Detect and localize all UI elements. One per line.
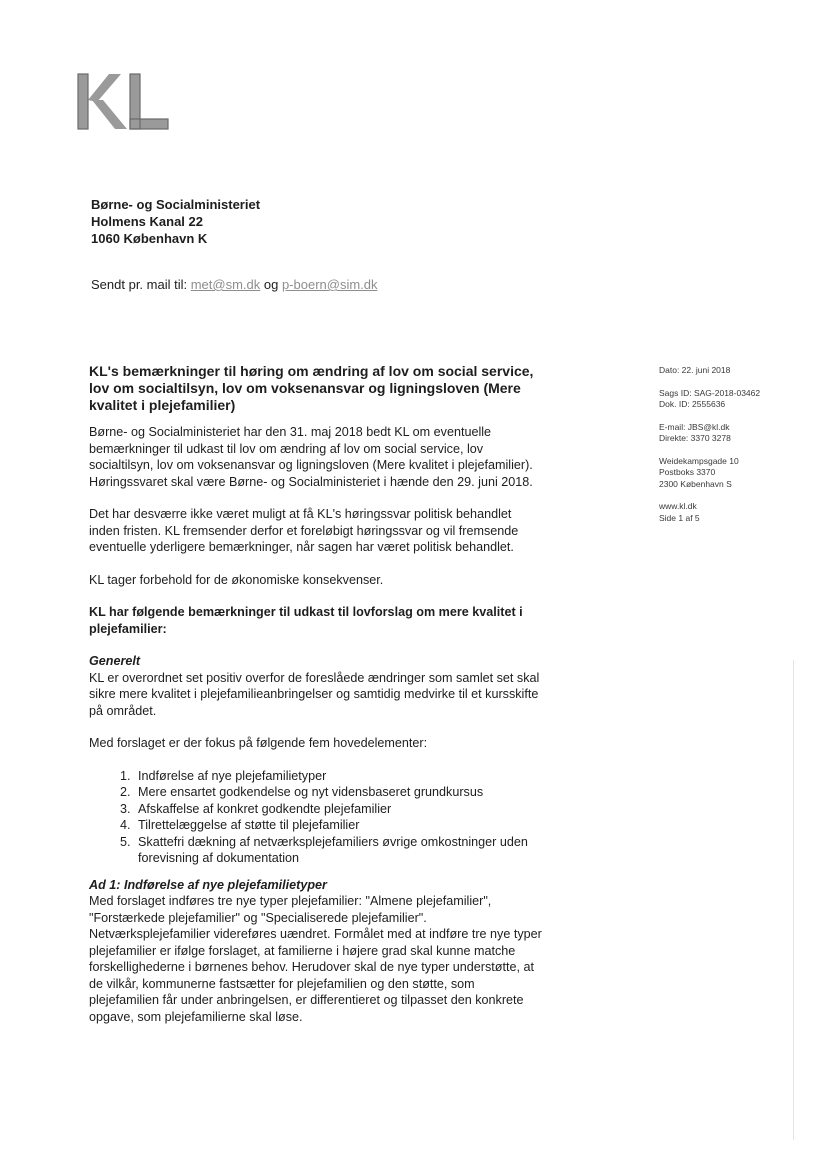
scan-margin-line xyxy=(793,660,794,1140)
email-link-1[interactable]: met@sm.dk xyxy=(190,277,261,292)
sidebar-info xyxy=(659,365,760,535)
street-text: Weidekampsgade 10 xyxy=(659,455,739,466)
postbox-text: Postboks 3370 xyxy=(659,467,716,477)
section-heading-generelt: Generelt xyxy=(89,654,141,668)
phone-text: Direkte: 3370 3278 xyxy=(659,433,731,443)
sent-and: og xyxy=(260,277,282,292)
recipient-address xyxy=(91,196,260,247)
email-link-2[interactable]: p-boern@sim.dk xyxy=(281,277,378,292)
page-number: Side 1 af 5 xyxy=(659,512,700,523)
letter-title: KL's bemærkninger til høring om ændring af lov om social service, lov om socialtilsyn, lov om voksenansvar og ligningsloven (Mere kvalitet i plejefamilier) xyxy=(89,363,534,413)
dok-id-text: Dok. ID: 2555636 xyxy=(659,399,726,409)
sent-line xyxy=(91,276,378,293)
section-heading-ad1: Ad 1: Indførelse af nye plejefamilietyper xyxy=(89,877,327,892)
list-item: 5. Skattefri dækning af netværksplejefamiliers øvrige omkostninger uden forevisning af dokumentation xyxy=(134,834,544,867)
list-item: 1. Indførelse af nye plejefamilietyper xyxy=(134,768,544,785)
recipient-line: Børne- og Socialministeriet xyxy=(91,197,261,212)
letter-body xyxy=(89,363,544,1041)
paragraph-remarks-heading: KL har følgende bemærkninger til udkast til lovforslag om mere kvalitet i plejefamilier: xyxy=(89,605,523,636)
kl-logo xyxy=(75,70,171,137)
city-text: 2300 København S xyxy=(659,478,732,489)
main-elements-list xyxy=(89,768,544,867)
list-item: 4. Tilrettelæggelse af støtte til plejefamilier xyxy=(134,817,544,834)
paragraph-generelt: KL er overordnet set positiv overfor de foreslåede ændringer som samlet set skal sikre mere kvalitet i plejefamilieanbringelser og samtidig medvirke til et kursskifte på området. xyxy=(89,670,540,718)
list-item: 2. Mere ensartet godkendelse og nyt vidensbaseret grundkursus xyxy=(134,784,544,801)
paragraph-ad1: Med forslaget indføres tre nye typer plejefamilier: "Almene plejefamilier", "Forstærkede plejefamilier" og "Specialiserede plejefamilier". Netværksplejefamilier videreføres uændret. Formålet med at indføre tre nye typer plejefamilier er ifølge forslaget, at familierne i højere grad skal kunne matche forskellighederne i børnenes behov. Herudover skal de nye typer understøtte, at de vilkår, kommunerne fastsætter for plejefamilien og den støtte, som plejefamilien får under anbringelsen, er differentieret og tilpasset den konkrete opgave, som plejefamilierne skal løse. xyxy=(89,894,542,1024)
paragraph-focus: Med forslaget er der fokus på følgende fem hovedelementer: xyxy=(89,736,428,750)
recipient-line: 1060 København K xyxy=(91,231,208,246)
date-text: Dato: 22. juni 2018 xyxy=(659,365,731,375)
website-text: www.kl.dk xyxy=(659,501,697,511)
paragraph-reservation: KL tager forbehold for de økonomiske konsekvenser. xyxy=(89,572,384,587)
email-text: E-mail: JBS@kl.dk xyxy=(659,421,730,432)
paragraph-delay: Det har desværre ikke været muligt at få KL's høringssvar politisk behandlet inden fristen. KL fremsender derfor et foreløbigt høringssvar og vil fremsende eventuelle yderligere bemærkninger, når sagen har været politisk behandlet. xyxy=(89,507,519,554)
list-item: 3. Afskaffelse af konkret godkendte plejefamilier xyxy=(134,801,544,818)
recipient-line: Holmens Kanal 22 xyxy=(91,214,203,229)
sags-id-text: Sags ID: SAG-2018-03462 xyxy=(659,387,761,398)
sent-prefix: Sendt pr. mail til: xyxy=(91,277,191,292)
paragraph-intro: Børne- og Socialministeriet har den 31. maj 2018 bedt KL om eventuelle bemærkninger til udkast til lov om ændring af lov om social service, lov socialtilsyn, lov om voksenansvar og ligningsloven (Mere kvalitet i plejefamilier). Høringssvaret skal være Børne- og Socialministeriet i hænde den 29. juni 2018. xyxy=(89,425,533,489)
